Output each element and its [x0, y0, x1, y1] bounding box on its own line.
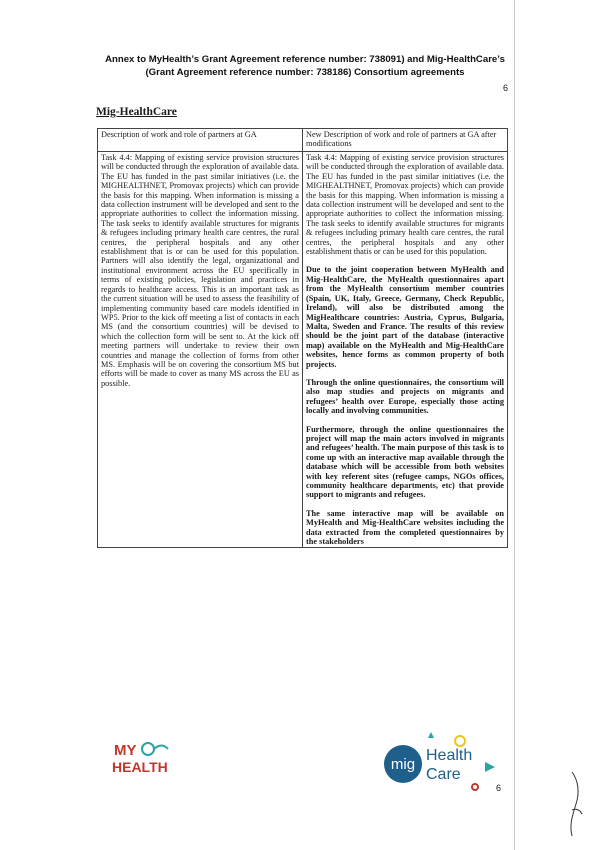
handwritten-signature	[560, 770, 590, 840]
page-edge-line	[514, 0, 515, 850]
ring-decor-icon	[455, 736, 465, 746]
page-number-bottom: 6	[496, 783, 502, 793]
joint-cooperation-paragraph: Due to the joint cooperation between MyHealth and Mig-HealthCare, the MyHealth questionnaires apart from the MyHealth consortium member countries (Spain, UK, Italy, Greece, Germany, Check Republic, Ireland), will also be distributed among the MigHealthcare countries: Austria, Cyprus, Bulgaria, Malta, Sweden and France. The results of this review should be the joint part of the database (interactive map) available on the MyHealth and Mig-HealthCare websites, hence forms as common property of both projects.	[306, 265, 504, 369]
mig-logo-mig: mig	[390, 756, 416, 773]
dot-decor-icon	[472, 784, 478, 790]
interactive-map-paragraph: The same interactive map will be available on MyHealth and Mig-HealthCare websites including the data extracted from the completed questionnaires by the stakeholders	[306, 508, 504, 547]
section-title: Mig-HealthCare	[96, 106, 177, 118]
original-task-description: Task 4.4: Mapping of existing service provision structures will be conducted through the exploration of available data. The EU has funded in the past similar initiatives (i.e. the MIGHEALTHNET, Promovax projects) which can provide the basis for this mapping. When information is missing a data collection instrument will be developed and sent to the appropriate authorities to collect the information missing. The task seeks to identify available structures for migrants & refugees including primary health care centres, the rural centres, the peripheral hospitals and any other establishment that is or can be used for this population. Partners will also identify the legal, organizational and institutional environment across the EU specifically in terms of existing policies, legislation and practices in regards to healthcare access. This is an important task as the current situation will be used to assess the feasibility of implementing community based care models identified in WP5. Prior to the kick off meeting a list of contacts in each MS (and the consortium countries) will be devised to which the collection form will be sent to. At the kick off meeting partners will undertake to review their own countries and manage the collection of forms from other MS. Emphasis will be on covering the consortium MS but efforts will be made to cover as many MS across the EU as possible.	[101, 153, 299, 388]
table-body-row	[98, 152, 508, 548]
document-header	[100, 53, 510, 79]
myhealth-logo	[110, 738, 185, 776]
mig-healthcare-logo	[383, 732, 503, 792]
arrow-decor-icon	[485, 762, 495, 772]
online-questionnaires-paragraph: Through the online questionnaires, the consortium will also map studies and projects on migrants and refugees’ health over Europe, especially those acting locally and involving communities.	[306, 377, 504, 416]
page-number-top: 6	[503, 83, 509, 93]
modified-task-intro: Task 4.4: Mapping of existing service provision structures will be conducted through the exploration of available data. The EU has funded in the past similar initiatives (i.e. the MIGHEALTHNET, Promovax projects) which can provide the basis for this mapping. When information is missing a data collection instrument will be developed and sent to the appropriate authorities to collect the information missing. The task seeks to identify available structures for migrants & refugees including primary health care centres, the rural centres, the peripheral hospitals and any other establishment thatis or can be used for this population.	[306, 153, 504, 257]
triangle-decor-icon	[428, 732, 434, 738]
col1-header: Description of work and role of partners at GA	[98, 129, 303, 152]
main-actors-paragraph: Furthermore, through the online questionnaires the project will map the main actors involved in migrants and refugees’ health. The main purpose of this task is to come up with an interactive map available through the database which will be accessible from both websites with key referent sites (refugee camps, NGOs offices, community healthcare departments, etc) that provide support to migrants and refugees.	[306, 424, 504, 500]
mig-logo-health: Health	[426, 747, 473, 764]
col2-header: New Description of work and role of partners at GA after modifications	[303, 129, 508, 152]
col1-body-cell	[98, 152, 303, 548]
stethoscope-tube-icon	[154, 746, 168, 750]
col2-body-cell	[303, 152, 508, 548]
myhealth-logo-health: HEALTH	[112, 759, 168, 775]
header-line-2: (Grant Agreement reference number: 738186) Consortium agreements	[145, 67, 465, 78]
description-table	[97, 128, 508, 548]
stethoscope-icon	[142, 743, 154, 755]
table-header-row	[98, 129, 508, 152]
mig-logo-care: Care	[426, 766, 461, 783]
myhealth-logo-my: MY	[114, 742, 137, 759]
header-line-1: Annex to MyHealth’s Grant Agreement reference number: 738091) and Mig-HealthCare’s	[105, 54, 505, 65]
